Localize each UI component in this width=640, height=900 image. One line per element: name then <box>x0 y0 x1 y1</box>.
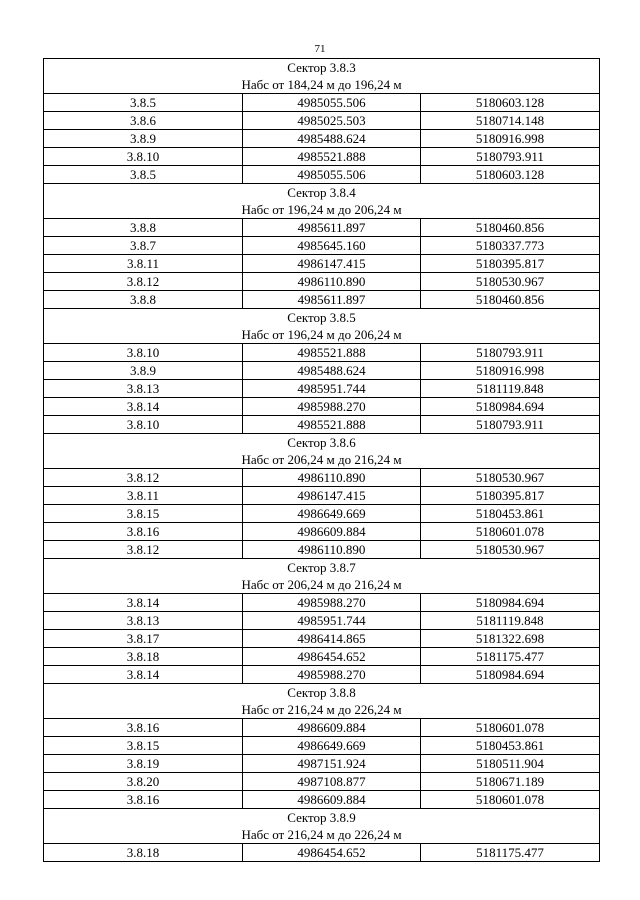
sector-header <box>44 309 600 344</box>
sector-header <box>44 559 600 594</box>
y-coordinate-cell: 5181119.848 <box>421 380 600 398</box>
table-row <box>44 594 600 612</box>
y-coordinate-cell: 5181175.477 <box>421 648 600 666</box>
point-id-cell: 3.8.13 <box>44 612 243 630</box>
table-row <box>44 219 600 237</box>
y-coordinate-cell: 5180603.128 <box>421 166 600 184</box>
x-coordinate-cell: 4985988.270 <box>243 398 421 416</box>
point-id-cell: 3.8.10 <box>44 416 243 434</box>
x-coordinate-cell: 4986609.884 <box>243 523 421 541</box>
table-row <box>44 719 600 737</box>
sector-header-row <box>44 434 600 469</box>
x-coordinate-cell: 4985645.160 <box>243 237 421 255</box>
point-id-cell: 3.8.16 <box>44 523 243 541</box>
y-coordinate-cell: 5180793.911 <box>421 148 600 166</box>
y-coordinate-cell: 5180601.078 <box>421 719 600 737</box>
point-id-cell: 3.8.9 <box>44 130 243 148</box>
sector-title: Сектор 3.8.3 <box>287 60 356 75</box>
x-coordinate-cell: 4985951.744 <box>243 612 421 630</box>
point-id-cell: 3.8.6 <box>44 112 243 130</box>
point-id-cell: 3.8.12 <box>44 541 243 559</box>
y-coordinate-cell: 5180601.078 <box>421 523 600 541</box>
sector-header-row <box>44 684 600 719</box>
table-row <box>44 755 600 773</box>
table-row <box>44 630 600 648</box>
x-coordinate-cell: 4986110.890 <box>243 541 421 559</box>
x-coordinate-cell: 4986110.890 <box>243 469 421 487</box>
sector-header <box>44 184 600 219</box>
point-id-cell: 3.8.14 <box>44 594 243 612</box>
x-coordinate-cell: 4985951.744 <box>243 380 421 398</box>
y-coordinate-cell: 5180460.856 <box>421 219 600 237</box>
table-row <box>44 130 600 148</box>
sector-height-range: Набс от 216,24 м до 226,24 м <box>241 702 402 717</box>
y-coordinate-cell: 5180714.148 <box>421 112 600 130</box>
x-coordinate-cell: 4986649.669 <box>243 737 421 755</box>
point-id-cell: 3.8.15 <box>44 505 243 523</box>
sector-header <box>44 809 600 844</box>
point-id-cell: 3.8.18 <box>44 648 243 666</box>
table-row <box>44 112 600 130</box>
x-coordinate-cell: 4985521.888 <box>243 344 421 362</box>
y-coordinate-cell: 5180337.773 <box>421 237 600 255</box>
y-coordinate-cell: 5181119.848 <box>421 612 600 630</box>
table-row <box>44 380 600 398</box>
point-id-cell: 3.8.14 <box>44 398 243 416</box>
y-coordinate-cell: 5180916.998 <box>421 362 600 380</box>
table-row <box>44 737 600 755</box>
sector-header-row <box>44 559 600 594</box>
x-coordinate-cell: 4987108.877 <box>243 773 421 791</box>
coordinates-table <box>43 58 600 862</box>
table-row <box>44 666 600 684</box>
x-coordinate-cell: 4986649.669 <box>243 505 421 523</box>
y-coordinate-cell: 5180511.904 <box>421 755 600 773</box>
x-coordinate-cell: 4986110.890 <box>243 273 421 291</box>
sector-title: Сектор 3.8.7 <box>287 560 356 575</box>
x-coordinate-cell: 4986147.415 <box>243 255 421 273</box>
sector-title: Сектор 3.8.6 <box>287 435 356 450</box>
sector-header-row <box>44 309 600 344</box>
point-id-cell: 3.8.7 <box>44 237 243 255</box>
sector-header-row <box>44 59 600 94</box>
coordinates-table-body <box>44 59 600 862</box>
sector-header <box>44 434 600 469</box>
point-id-cell: 3.8.11 <box>44 487 243 505</box>
table-row <box>44 469 600 487</box>
x-coordinate-cell: 4987151.924 <box>243 755 421 773</box>
y-coordinate-cell: 5180916.998 <box>421 130 600 148</box>
point-id-cell: 3.8.19 <box>44 755 243 773</box>
y-coordinate-cell: 5180671.189 <box>421 773 600 791</box>
x-coordinate-cell: 4986609.884 <box>243 791 421 809</box>
table-row <box>44 648 600 666</box>
sector-height-range: Набс от 196,24 м до 206,24 м <box>241 327 402 342</box>
table-row <box>44 94 600 112</box>
y-coordinate-cell: 5180601.078 <box>421 791 600 809</box>
y-coordinate-cell: 5180793.911 <box>421 416 600 434</box>
y-coordinate-cell: 5180530.967 <box>421 273 600 291</box>
page-number: 71 <box>314 43 326 55</box>
point-id-cell: 3.8.8 <box>44 291 243 309</box>
x-coordinate-cell: 4986147.415 <box>243 487 421 505</box>
point-id-cell: 3.8.13 <box>44 380 243 398</box>
y-coordinate-cell: 5181175.477 <box>421 844 600 862</box>
sector-height-range: Набс от 206,24 м до 216,24 м <box>241 452 402 467</box>
table-row <box>44 362 600 380</box>
y-coordinate-cell: 5180793.911 <box>421 344 600 362</box>
table-row <box>44 166 600 184</box>
table-row <box>44 416 600 434</box>
sector-header-row <box>44 809 600 844</box>
x-coordinate-cell: 4985488.624 <box>243 362 421 380</box>
point-id-cell: 3.8.10 <box>44 344 243 362</box>
point-id-cell: 3.8.16 <box>44 719 243 737</box>
sector-title: Сектор 3.8.4 <box>287 185 356 200</box>
x-coordinate-cell: 4985988.270 <box>243 666 421 684</box>
x-coordinate-cell: 4985988.270 <box>243 594 421 612</box>
y-coordinate-cell: 5180984.694 <box>421 594 600 612</box>
sector-height-range: Набс от 206,24 м до 216,24 м <box>241 577 402 592</box>
table-row <box>44 612 600 630</box>
table-row <box>44 291 600 309</box>
table-row <box>44 344 600 362</box>
table-row <box>44 148 600 166</box>
point-id-cell: 3.8.5 <box>44 166 243 184</box>
y-coordinate-cell: 5180984.694 <box>421 398 600 416</box>
point-id-cell: 3.8.9 <box>44 362 243 380</box>
sector-title: Сектор 3.8.9 <box>287 810 356 825</box>
y-coordinate-cell: 5180603.128 <box>421 94 600 112</box>
table-row <box>44 541 600 559</box>
y-coordinate-cell: 5180453.861 <box>421 737 600 755</box>
table-row <box>44 844 600 862</box>
point-id-cell: 3.8.5 <box>44 94 243 112</box>
x-coordinate-cell: 4986454.652 <box>243 648 421 666</box>
point-id-cell: 3.8.10 <box>44 148 243 166</box>
sector-header-row <box>44 184 600 219</box>
x-coordinate-cell: 4986454.652 <box>243 844 421 862</box>
table-row <box>44 237 600 255</box>
y-coordinate-cell: 5180984.694 <box>421 666 600 684</box>
y-coordinate-cell: 5180395.817 <box>421 487 600 505</box>
table-row <box>44 773 600 791</box>
y-coordinate-cell: 5180395.817 <box>421 255 600 273</box>
point-id-cell: 3.8.20 <box>44 773 243 791</box>
table-row <box>44 398 600 416</box>
table-row <box>44 523 600 541</box>
y-coordinate-cell: 5180530.967 <box>421 541 600 559</box>
table-row <box>44 487 600 505</box>
point-id-cell: 3.8.16 <box>44 791 243 809</box>
sector-header <box>44 59 600 94</box>
y-coordinate-cell: 5180460.856 <box>421 291 600 309</box>
sector-height-range: Набс от 216,24 м до 226,24 м <box>241 827 402 842</box>
x-coordinate-cell: 4986414.865 <box>243 630 421 648</box>
x-coordinate-cell: 4985488.624 <box>243 130 421 148</box>
x-coordinate-cell: 4985611.897 <box>243 219 421 237</box>
x-coordinate-cell: 4985611.897 <box>243 291 421 309</box>
point-id-cell: 3.8.8 <box>44 219 243 237</box>
sector-title: Сектор 3.8.5 <box>287 310 356 325</box>
sector-header <box>44 684 600 719</box>
x-coordinate-cell: 4985025.503 <box>243 112 421 130</box>
point-id-cell: 3.8.17 <box>44 630 243 648</box>
table-row <box>44 273 600 291</box>
x-coordinate-cell: 4986609.884 <box>243 719 421 737</box>
sector-title: Сектор 3.8.8 <box>287 685 356 700</box>
table-row <box>44 255 600 273</box>
x-coordinate-cell: 4985521.888 <box>243 416 421 434</box>
y-coordinate-cell: 5180530.967 <box>421 469 600 487</box>
x-coordinate-cell: 4985521.888 <box>243 148 421 166</box>
y-coordinate-cell: 5180453.861 <box>421 505 600 523</box>
y-coordinate-cell: 5181322.698 <box>421 630 600 648</box>
x-coordinate-cell: 4985055.506 <box>243 166 421 184</box>
point-id-cell: 3.8.12 <box>44 469 243 487</box>
point-id-cell: 3.8.14 <box>44 666 243 684</box>
sector-height-range: Набс от 196,24 м до 206,24 м <box>241 202 402 217</box>
table-row <box>44 791 600 809</box>
point-id-cell: 3.8.12 <box>44 273 243 291</box>
point-id-cell: 3.8.15 <box>44 737 243 755</box>
sector-height-range: Набс от 184,24 м до 196,24 м <box>241 77 402 92</box>
point-id-cell: 3.8.18 <box>44 844 243 862</box>
point-id-cell: 3.8.11 <box>44 255 243 273</box>
x-coordinate-cell: 4985055.506 <box>243 94 421 112</box>
table-row <box>44 505 600 523</box>
